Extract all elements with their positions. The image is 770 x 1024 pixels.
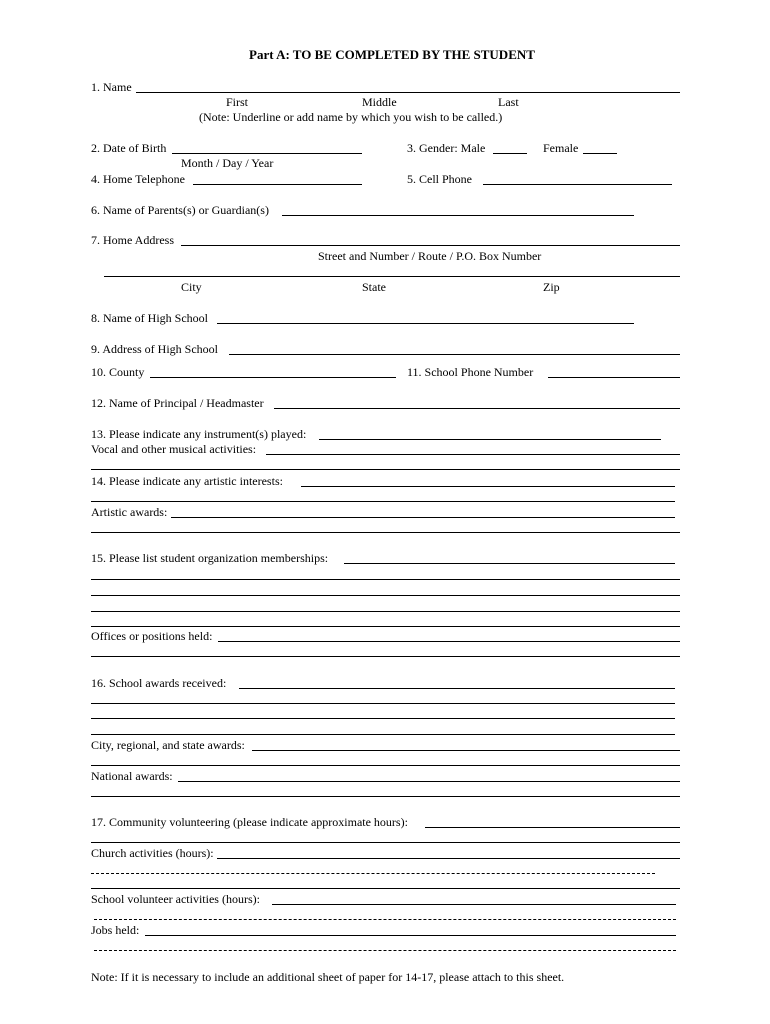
vocal-label: Vocal and other musical activities: xyxy=(91,442,257,456)
name-field[interactable] xyxy=(136,92,680,93)
organizations-line-5[interactable] xyxy=(91,626,680,627)
home-telephone-label: 4. Home Telephone xyxy=(91,172,185,186)
offices-field[interactable] xyxy=(218,641,680,642)
vocal-field-line-2[interactable] xyxy=(91,469,680,470)
artistic-awards-line-2[interactable] xyxy=(91,532,680,533)
street-caption: Street and Number / Route / P.O. Box Number xyxy=(318,249,542,263)
county-label: 10. County xyxy=(91,365,145,379)
cell-phone-field[interactable] xyxy=(483,184,672,185)
school-awards-line-2[interactable] xyxy=(91,703,675,704)
principal-field[interactable] xyxy=(274,408,680,409)
school-awards-line-3[interactable] xyxy=(91,718,675,719)
organizations-field[interactable] xyxy=(344,563,675,564)
instruments-field[interactable] xyxy=(319,439,661,440)
home-telephone-field[interactable] xyxy=(193,184,362,185)
jobs-held-line-2[interactable] xyxy=(94,950,676,951)
school-awards-field[interactable] xyxy=(239,688,675,689)
school-phone-label: 11. School Phone Number xyxy=(407,365,534,379)
school-volunteer-label: School volunteer activities (hours): xyxy=(91,892,260,906)
artistic-awards-field[interactable] xyxy=(171,517,675,518)
home-address-field[interactable] xyxy=(181,245,680,246)
high-school-field[interactable] xyxy=(217,323,634,324)
gender-female-label: Female xyxy=(543,141,579,155)
community-volunteering-label: 17. Community volunteering (please indicate approximate hours): xyxy=(91,815,408,829)
jobs-held-field[interactable] xyxy=(145,935,676,936)
church-activities-line-3[interactable] xyxy=(91,888,680,889)
artistic-interests-field[interactable] xyxy=(301,486,675,487)
instruments-label: 13. Please indicate any instrument(s) played: xyxy=(91,427,307,441)
parents-field[interactable] xyxy=(282,215,634,216)
national-awards-field[interactable] xyxy=(178,781,680,782)
church-activities-line-2[interactable] xyxy=(91,873,655,874)
gender-male-label: 3. Gender: Male xyxy=(407,141,486,155)
first-name-caption: First xyxy=(226,95,249,109)
school-phone-field[interactable] xyxy=(548,377,680,378)
offices-line-2[interactable] xyxy=(91,656,680,657)
county-field[interactable] xyxy=(150,377,396,378)
dob-field[interactable] xyxy=(172,153,362,154)
organizations-line-2[interactable] xyxy=(91,579,680,580)
school-volunteer-line-2[interactable] xyxy=(94,919,676,920)
high-school-address-label: 9. Address of High School xyxy=(91,342,218,356)
state-caption: State xyxy=(362,280,386,294)
principal-label: 12. Name of Principal / Headmaster xyxy=(91,396,264,410)
attachment-note: Note: If it is necessary to include an additional sheet of paper for 14-17, please attach to this sheet. xyxy=(91,970,565,984)
organizations-label: 15. Please list student organization memberships: xyxy=(91,551,329,565)
regional-awards-label: City, regional, and state awards: xyxy=(91,738,245,752)
dob-label: 2. Date of Birth xyxy=(91,141,167,155)
artistic-interests-label: 14. Please indicate any artistic interests: xyxy=(91,474,283,488)
church-activities-field[interactable] xyxy=(217,858,680,859)
home-address-label: 7. Home Address xyxy=(91,233,174,247)
national-awards-line-2[interactable] xyxy=(91,796,680,797)
dob-format-caption: Month / Day / Year xyxy=(181,156,274,170)
regional-awards-line-2[interactable] xyxy=(91,765,680,766)
school-awards-line-4[interactable] xyxy=(91,734,675,735)
organizations-line-4[interactable] xyxy=(91,611,680,612)
school-volunteer-field[interactable] xyxy=(272,904,676,905)
vocal-field[interactable] xyxy=(266,454,680,455)
middle-name-caption: Middle xyxy=(362,95,397,109)
form-title: Part A: TO BE COMPLETED BY THE STUDENT xyxy=(249,47,535,62)
gender-female-field[interactable] xyxy=(583,153,617,154)
regional-awards-field[interactable] xyxy=(252,750,680,751)
parents-label: 6. Name of Parents(s) or Guardian(s) xyxy=(91,203,269,217)
last-name-caption: Last xyxy=(498,95,519,109)
school-awards-label: 16. School awards received: xyxy=(91,676,227,690)
church-activities-label: Church activities (hours): xyxy=(91,846,214,860)
high-school-label: 8. Name of High School xyxy=(91,311,208,325)
jobs-held-label: Jobs held: xyxy=(91,923,140,937)
artistic-awards-label: Artistic awards: xyxy=(91,505,168,519)
community-volunteering-line-2[interactable] xyxy=(91,842,680,843)
city-caption: City xyxy=(181,280,202,294)
national-awards-label: National awards: xyxy=(91,769,173,783)
community-volunteering-field[interactable] xyxy=(425,827,680,828)
gender-male-field[interactable] xyxy=(493,153,527,154)
name-note: (Note: Underline or add name by which you wish to be called.) xyxy=(199,110,503,124)
zip-caption: Zip xyxy=(543,280,560,294)
offices-label: Offices or positions held: xyxy=(91,629,213,643)
high-school-address-field[interactable] xyxy=(229,354,680,355)
name-label: 1. Name xyxy=(91,80,132,94)
artistic-interests-line-2[interactable] xyxy=(91,501,675,502)
cell-phone-label: 5. Cell Phone xyxy=(407,172,472,186)
city-state-zip-field[interactable] xyxy=(104,276,680,277)
organizations-line-3[interactable] xyxy=(91,595,680,596)
